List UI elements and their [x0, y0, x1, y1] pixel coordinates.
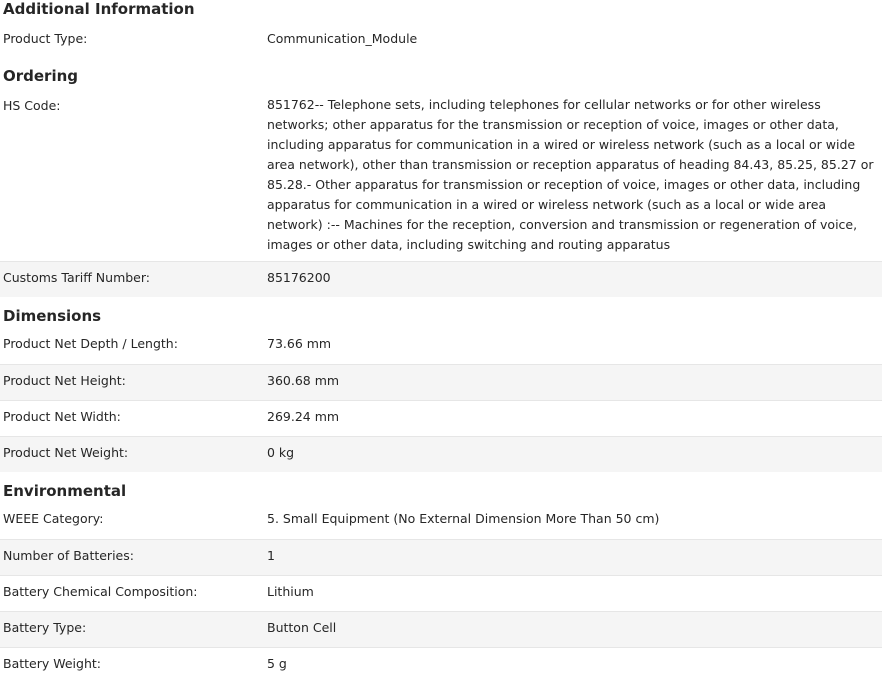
spec-label: Battery Chemical Composition:: [3, 584, 198, 599]
spec-label: Product Net Weight:: [3, 445, 129, 460]
spec-row-battery-type: [0, 611, 882, 647]
spec-label: Product Net Width:: [3, 409, 121, 424]
spec-value: 360.68 mm: [267, 373, 340, 388]
spec-row-battery-weight: [0, 647, 882, 679]
section-title-additional-information: Additional Information: [3, 0, 195, 18]
spec-value: 5. Small Equipment (No External Dimension More Than 50 cm): [267, 511, 660, 526]
spec-row-battery-chemical-composition: [0, 575, 882, 611]
spec-value: Button Cell: [267, 620, 337, 635]
spec-value: 269.24 mm: [267, 409, 340, 424]
spec-label: Product Type:: [3, 31, 88, 46]
spec-value: Lithium: [267, 584, 314, 599]
spec-value: 851762-- Telephone sets, including telephones for cellular networks or for other wireless networks; other apparatus for the transmission or reception of voice, images or other data, including apparatus for communication in a wired or wireless network (such as a local or wide area network), other than transmission or reception apparatus of heading 84.43, 85.25, 85.27 or 85.28.- Other apparatus for transmission or reception of voice, images or other data, including apparatus for communication in a wired or wireless network (such as a local or wide area network) :-- Machines for the reception, conversion and transmission or regeneration of voice, images or other data, including switching and routing apparatus: [267, 97, 874, 252]
spec-row-number-of-batteries: [0, 539, 882, 575]
spec-label: Number of Batteries:: [3, 548, 134, 563]
spec-value: 1: [267, 548, 275, 563]
spec-label: Battery Type:: [3, 620, 87, 635]
spec-value: 85176200: [267, 270, 331, 285]
spec-value: 73.66 mm: [267, 336, 332, 351]
spec-row-product-type: [0, 22, 882, 57]
spec-label: WEEE Category:: [3, 511, 104, 526]
spec-row-weee-category: [0, 503, 882, 539]
spec-row-customs-tariff-number: [0, 261, 882, 297]
spec-label: Customs Tariff Number:: [3, 270, 151, 285]
spec-label: Product Net Depth / Length:: [3, 336, 178, 351]
spec-label: Battery Weight:: [3, 656, 101, 671]
spec-row-product-net-weight: [0, 436, 882, 472]
section-title-ordering: Ordering: [3, 67, 79, 85]
spec-row-product-net-width: [0, 400, 882, 436]
spec-value: Communication_Module: [267, 31, 418, 46]
spec-row-hs-code: [0, 90, 882, 261]
spec-value: 5 g: [267, 656, 287, 671]
section-title-dimensions: Dimensions: [3, 307, 102, 325]
spec-value: 0 kg: [267, 445, 295, 460]
spec-row-product-net-depth: [0, 328, 882, 364]
spec-label: HS Code:: [3, 98, 61, 113]
spec-label: Product Net Height:: [3, 373, 126, 388]
section-title-environmental: Environmental: [3, 482, 127, 500]
spec-row-product-net-height: [0, 364, 882, 400]
